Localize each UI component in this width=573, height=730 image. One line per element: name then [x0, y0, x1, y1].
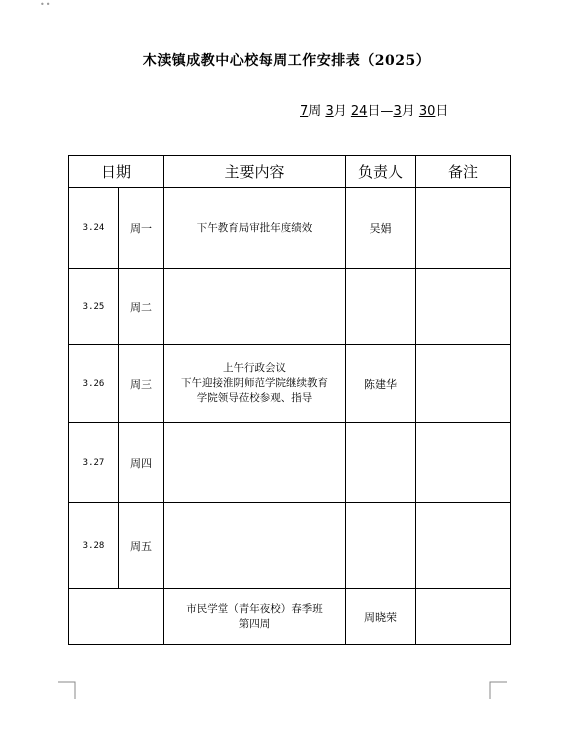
col-header-person: 负责人	[346, 156, 416, 188]
content-line: 第四周	[238, 617, 271, 630]
row-date-empty	[69, 589, 164, 645]
row-content	[164, 269, 346, 345]
row-day: 周二	[119, 269, 164, 345]
content-line: 上午行政会议	[223, 362, 287, 374]
content-line: 学院领导莅校参观、指导	[196, 392, 313, 404]
content-line: 下午迎接淮阴师范学院继续教育	[181, 377, 329, 389]
row-date: 3.25	[69, 269, 119, 345]
content-line: 下午教育局审批年度绩效	[196, 221, 313, 234]
month-unit-2: 月	[401, 104, 415, 119]
row-person: 周晓荣	[346, 589, 416, 645]
content-line: 市民学堂（青年夜校）春季班	[186, 602, 323, 615]
end-month: 3	[393, 104, 402, 119]
table-row-extra	[69, 589, 511, 645]
row-person	[346, 503, 416, 589]
row-person: 陈建华	[346, 345, 416, 423]
start-day: 24	[350, 104, 368, 119]
row-content	[164, 589, 346, 645]
row-date: 3.24	[69, 188, 119, 269]
row-note	[416, 188, 511, 269]
end-unit: 日	[435, 104, 449, 119]
page-title: 木渎镇成教中心校每周工作安排表（2025）	[142, 53, 431, 69]
week-range	[300, 100, 448, 119]
row-day: 周一	[119, 188, 164, 269]
day-unit-1: 日—	[367, 104, 394, 119]
table-row	[69, 269, 511, 345]
table-row	[69, 188, 511, 269]
row-person	[346, 269, 416, 345]
row-date: 3.27	[69, 423, 119, 503]
row-note	[416, 589, 511, 645]
start-month: 3	[325, 104, 334, 119]
col-header-date: 日期	[69, 156, 164, 188]
table-row	[69, 503, 511, 589]
week-unit: 周	[308, 104, 322, 119]
row-note	[416, 345, 511, 423]
month-unit-1: 月	[333, 104, 347, 119]
row-content	[164, 345, 346, 423]
week-number: 7	[300, 104, 309, 119]
header-dots: ••	[40, 0, 52, 9]
row-person	[346, 423, 416, 503]
row-content	[164, 423, 346, 503]
crop-mark-left-icon	[58, 681, 76, 699]
header-row	[69, 156, 511, 188]
row-content	[164, 503, 346, 589]
row-day: 周五	[119, 503, 164, 589]
schedule-table	[68, 155, 511, 645]
table-row	[69, 423, 511, 503]
col-header-note: 备注	[416, 156, 511, 188]
row-day: 周三	[119, 345, 164, 423]
row-date: 3.26	[69, 345, 119, 423]
row-day: 周四	[119, 423, 164, 503]
row-content	[164, 188, 346, 269]
row-note	[416, 503, 511, 589]
row-date: 3.28	[69, 503, 119, 589]
end-day: 30	[418, 104, 436, 119]
row-note	[416, 269, 511, 345]
table-row	[69, 345, 511, 423]
row-person: 吴娟	[346, 188, 416, 269]
crop-mark-right-icon	[489, 681, 507, 699]
col-header-content: 主要内容	[164, 156, 346, 188]
row-note	[416, 423, 511, 503]
